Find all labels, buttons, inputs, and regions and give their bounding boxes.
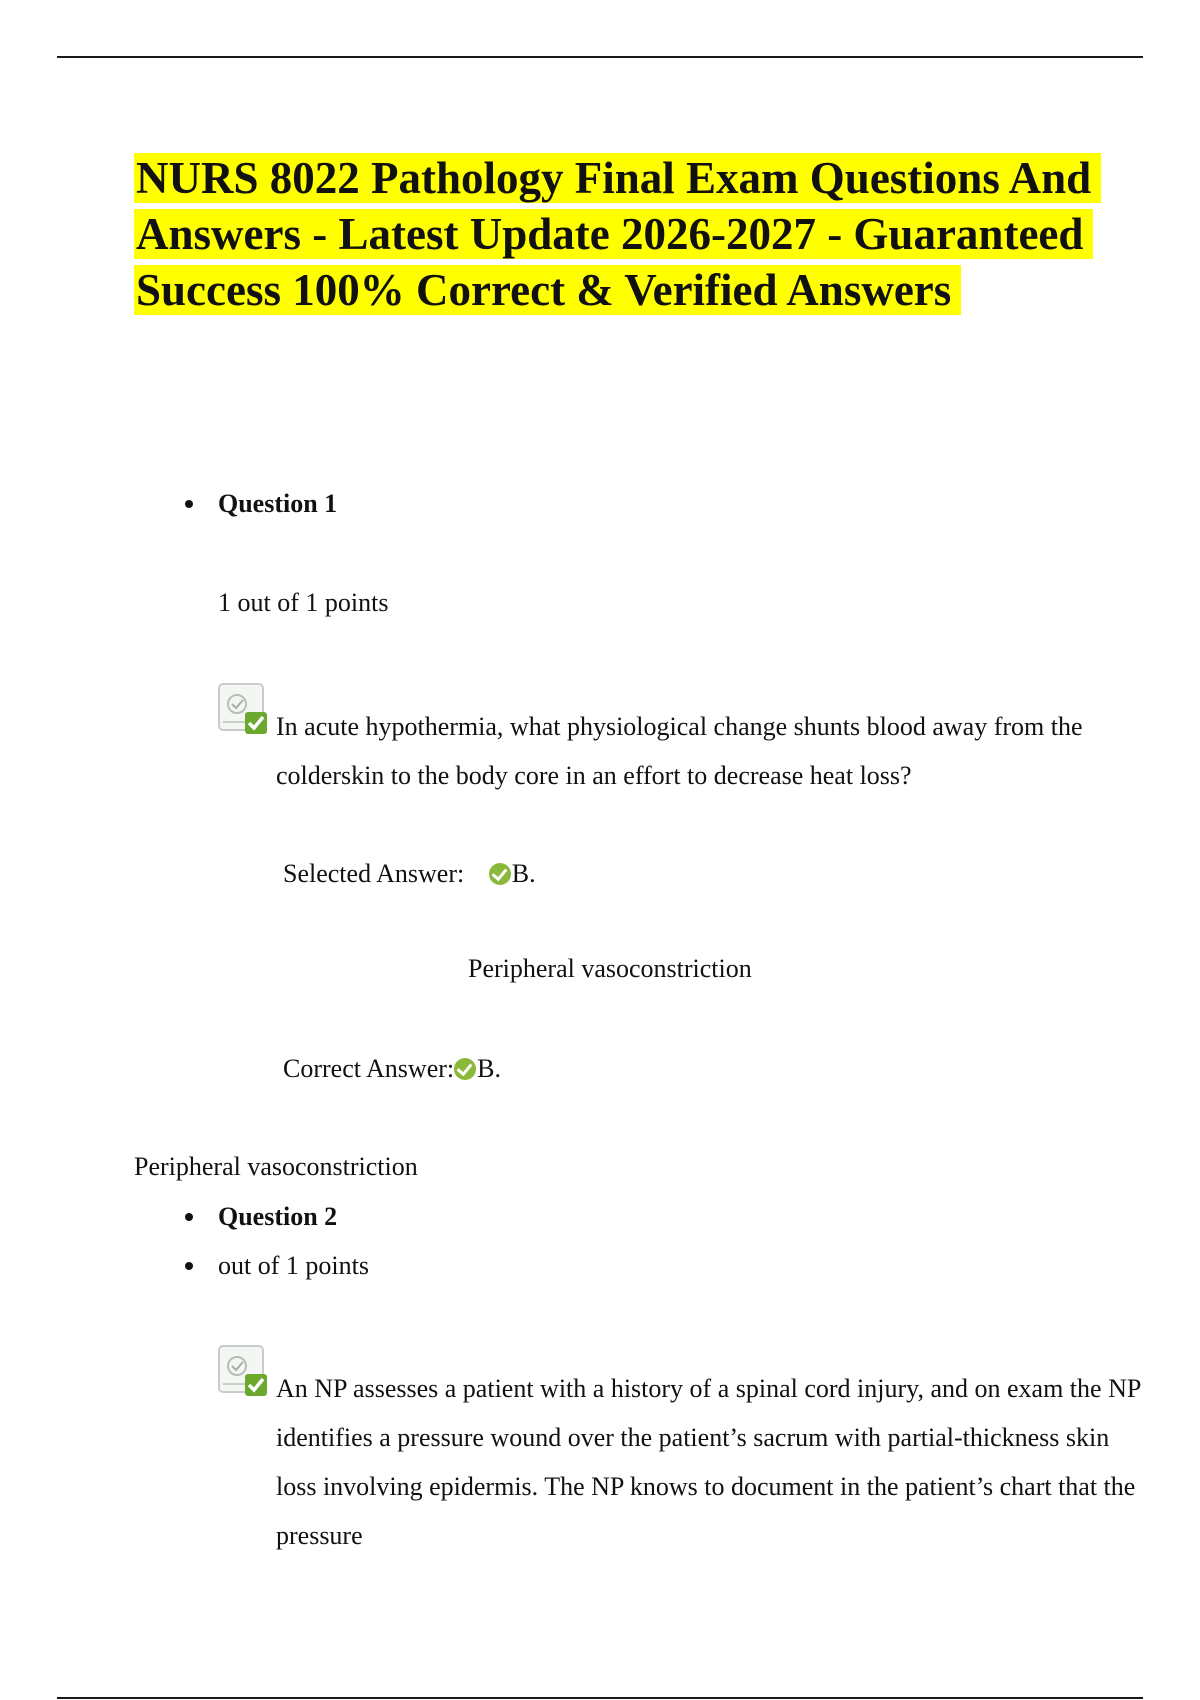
document-check-icon — [217, 682, 271, 736]
question-1-points: 1 out of 1 points — [218, 588, 389, 617]
bullet — [185, 1213, 193, 1221]
selected-answer-label: Selected Answer: — [283, 859, 465, 888]
selected-answer-letter: B. — [511, 859, 536, 888]
question-2-points: out of 1 points — [218, 1251, 369, 1280]
bullet — [185, 500, 193, 508]
footer-rule — [57, 1697, 1143, 1699]
document-check-icon — [217, 1344, 271, 1398]
green-check-icon — [489, 863, 511, 885]
question-2-label: Question 2 — [218, 1202, 338, 1231]
selected-answer-text: Peripheral vasoconstriction — [468, 954, 752, 983]
question-1-label: Question 1 — [218, 489, 338, 518]
correct-answer-letter: B. — [477, 1054, 501, 1083]
header-rule — [57, 56, 1143, 58]
correct-answer-row — [283, 1054, 501, 1084]
question-1-text: In acute hypothermia, what physiological change shunts blood away from the colderskin to the body core in an effort to decrease heat loss? — [276, 712, 1083, 790]
correct-answer-label: Correct Answer: — [283, 1054, 455, 1083]
selected-answer-row — [283, 859, 536, 889]
bullet — [185, 1262, 193, 1270]
green-check-icon — [454, 1058, 476, 1080]
correct-answer-text: Peripheral vasoconstriction — [134, 1152, 418, 1181]
document-title: NURS 8022 Pathology Final Exam Questions And Answers - Latest Update 2026-2027 - Guaranteed Success 100% Correct & Verified Answers — [134, 150, 1134, 318]
question-2-text: An NP assesses a patient with a history of a spinal cord injury, and on exam the NP identifies a pressure wound over the patient’s sacrum with partial-thickness skin loss involving epidermis. The NP knows to document in the patient’s chart that the pressure — [276, 1374, 1141, 1550]
